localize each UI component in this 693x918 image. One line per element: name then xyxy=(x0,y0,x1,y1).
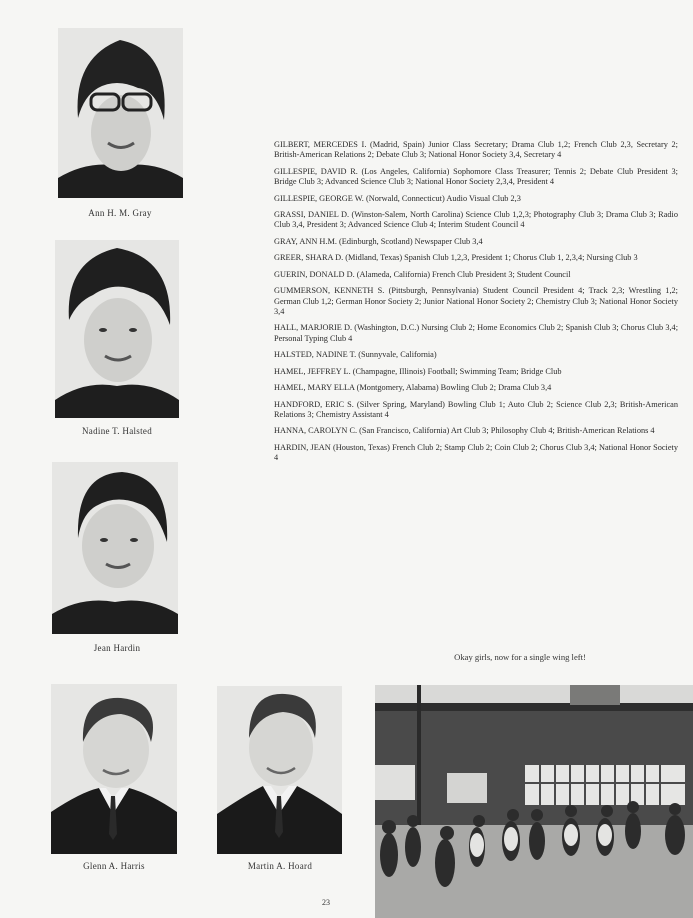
student-entry: HARDIN, JEAN (Houston, Texas) French Club 2; Stamp Club 2; Coin Club 2; Chorus Club 3,4; National Honor Society 4 xyxy=(274,442,678,463)
student-entry: GILLESPIE, GEORGE W. (Norwald, Connecticut) Audio Visual Club 2,3 xyxy=(274,193,521,203)
student-entry: HAMEL, MARY ELLA (Montgomery, Alabama) Bowling Club 2; Drama Club 3,4 xyxy=(274,383,552,393)
portrait-caption: Jean Hardin xyxy=(93,643,141,653)
group-photo-image xyxy=(375,685,693,918)
portrait-nadine-halsted xyxy=(55,240,179,418)
portrait-image xyxy=(217,686,342,854)
student-entry: GILBERT, MERCEDES I. (Madrid, Spain) Junior Class Secretary; Drama Club 1,2; French Club 2,3, Secretary 2; British-American Relations 2; Debate Club 3; National Honor Society 3,4, Secretary 4 xyxy=(274,140,678,160)
student-entry: GUERIN, DONALD D. (Alameda, California) French Club President 3; Student Council xyxy=(274,269,571,279)
student-entry: HANNA, CAROLYN C. (San Francisco, California) Art Club 3; Philosophy Club 4; British-American Relations 4 xyxy=(274,426,655,436)
group-photo-caption: Okay girls, now for a single wing left! xyxy=(454,652,586,662)
page-number: 23 xyxy=(322,898,330,907)
portrait-caption: Glenn A. Harris xyxy=(83,861,145,871)
student-entry: GRASSI, DANIEL D. (Winston-Salem, North Carolina) Science Club 1,2,3; Photography Club 3; Drama Club 3; Radio Club 3,4, President 3; Advanced Science Club 4; Interim Student Council 4 xyxy=(274,210,678,230)
student-entry: GILLESPIE, DAVID R. (Los Angeles, California) Sophomore Class Treasurer; Tennis 2; Debate Club President 3; Bridge Club 3; Advanced Science Club 3; National Honor Society 2,3,4, President 4 xyxy=(274,166,678,187)
portrait-glenn-harris xyxy=(51,684,177,854)
portrait-image xyxy=(52,462,178,634)
portrait-martin-hoard xyxy=(217,686,342,854)
student-entry: HANDFORD, ERIC S. (Silver Spring, Maryland) Bowling Club 1; Auto Club 2; Science Club 2,3; British-American Relations 3; Chemistry Assistant 4 xyxy=(274,399,678,419)
portrait-caption: Nadine T. Halsted xyxy=(82,426,152,436)
portrait-image xyxy=(58,28,183,198)
portrait-image xyxy=(55,240,179,418)
student-entry: HALSTED, NADINE T. (Sunnyvale, California) xyxy=(274,350,437,360)
student-entry: GRAY, ANN H.M. (Edinburgh, Scotland) Newspaper Club 3,4 xyxy=(274,236,483,246)
student-entries xyxy=(274,140,678,470)
student-entry: GREER, SHARA D. (Midland, Texas) Spanish Club 1,2,3, President 1; Chorus Club 1, 2,3,4; Nursing Club 3 xyxy=(274,253,638,263)
portrait-ann-gray xyxy=(58,28,183,198)
group-photo xyxy=(375,685,693,918)
portrait-caption: Ann H. M. Gray xyxy=(88,208,152,218)
portrait-caption: Martin A. Hoard xyxy=(247,861,313,871)
student-entry: HAMEL, JEFFREY L. (Champagne, Illinois) Football; Swimming Team; Bridge Club xyxy=(274,366,562,376)
portrait-jean-hardin xyxy=(52,462,178,634)
portrait-image xyxy=(51,684,177,854)
student-entry: GUMMERSON, KENNETH S. (Pittsburgh, Pennsylvania) Student Council President 4; Track 2,3; Wrestling 1,2; German Club 1,2; German Honor Society 2; Junior National Honor Society 2; Chemistry Club 3; National Honor Society 3,4 xyxy=(274,286,678,316)
student-entry: HALL, MARJORIE D. (Washington, D.C.) Nursing Club 2; Home Economics Club 2; Spanish Club 3; Chorus Club 3,4; Personal Typing Club 4 xyxy=(274,323,678,343)
